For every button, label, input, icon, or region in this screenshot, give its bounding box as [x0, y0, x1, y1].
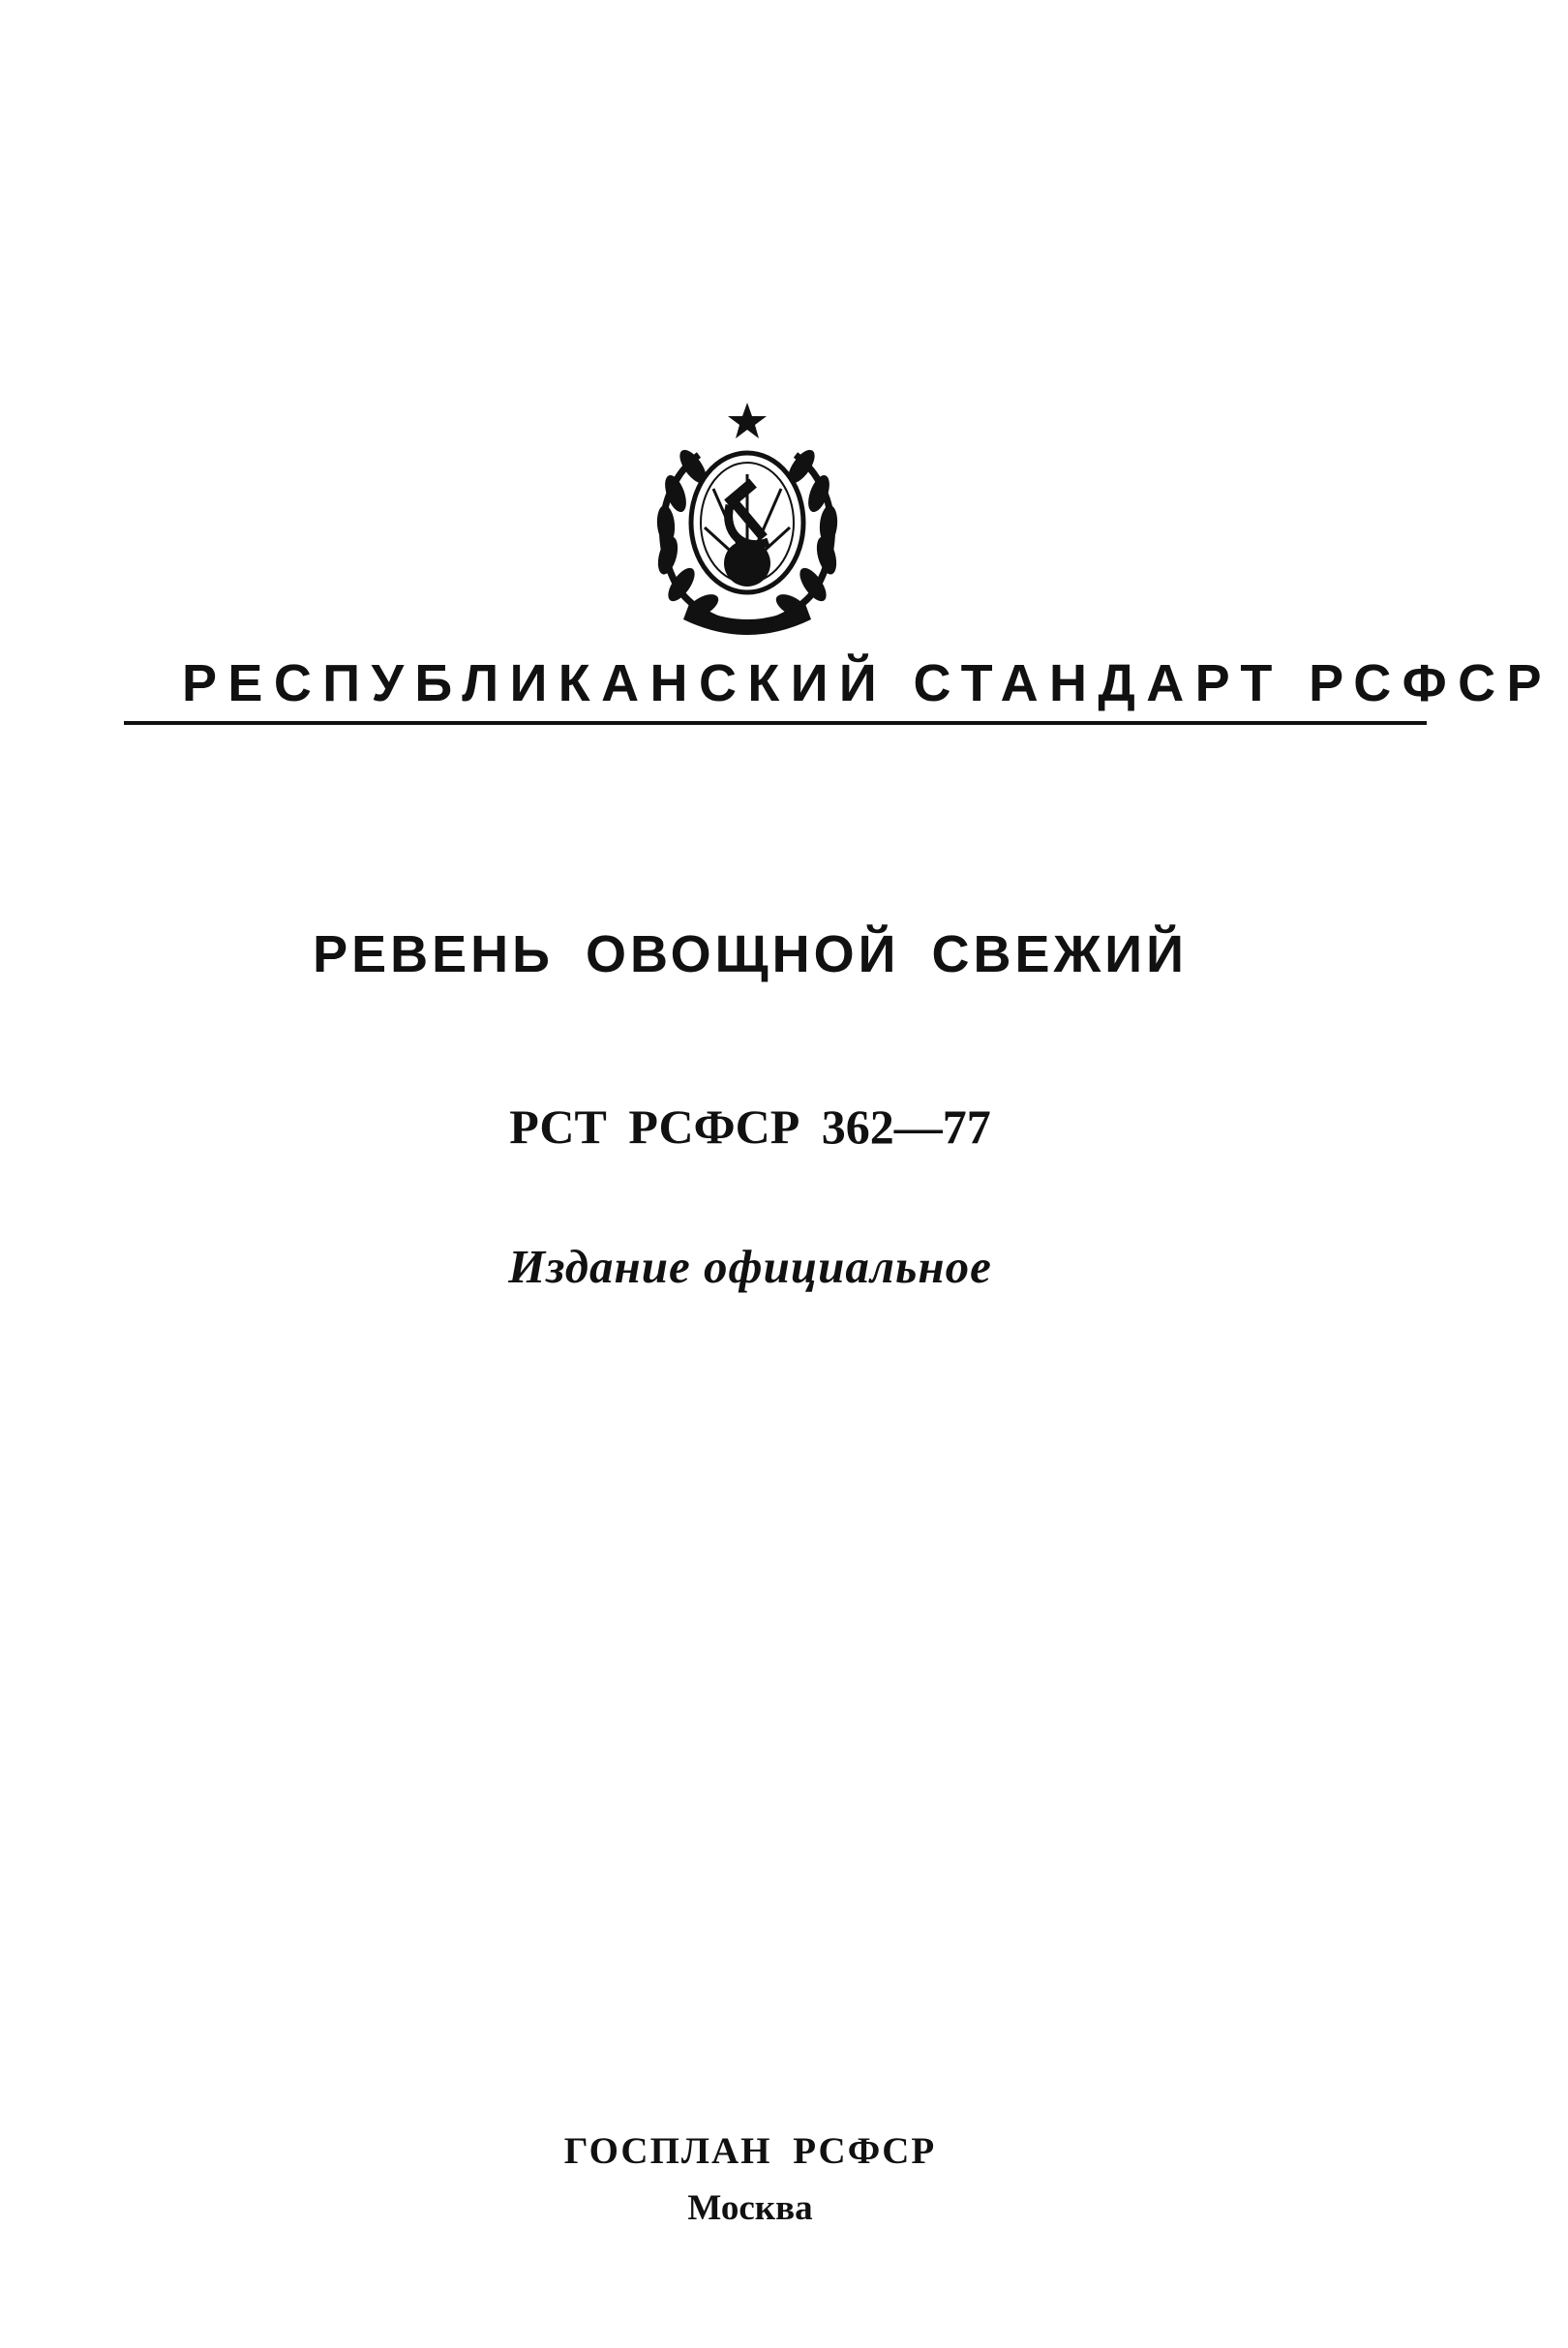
publisher-name: ГОСПЛАН РСФСР: [563, 2130, 937, 2172]
document-title: РЕВЕНЬ ОВОЩНОЙ СВЕЖИЙ: [313, 925, 1188, 983]
header-divider: [124, 721, 1427, 725]
series-title: РЕСПУБЛИКАНСКИЙ СТАНДАРТ РСФСР: [182, 654, 1553, 712]
edition-note: Издание официальное: [508, 1240, 992, 1293]
coat-of-arms-emblem: [641, 397, 854, 637]
standard-code: РСТ РСФСР 362—77: [509, 1099, 991, 1154]
publication-city: Москва: [687, 2188, 813, 2228]
